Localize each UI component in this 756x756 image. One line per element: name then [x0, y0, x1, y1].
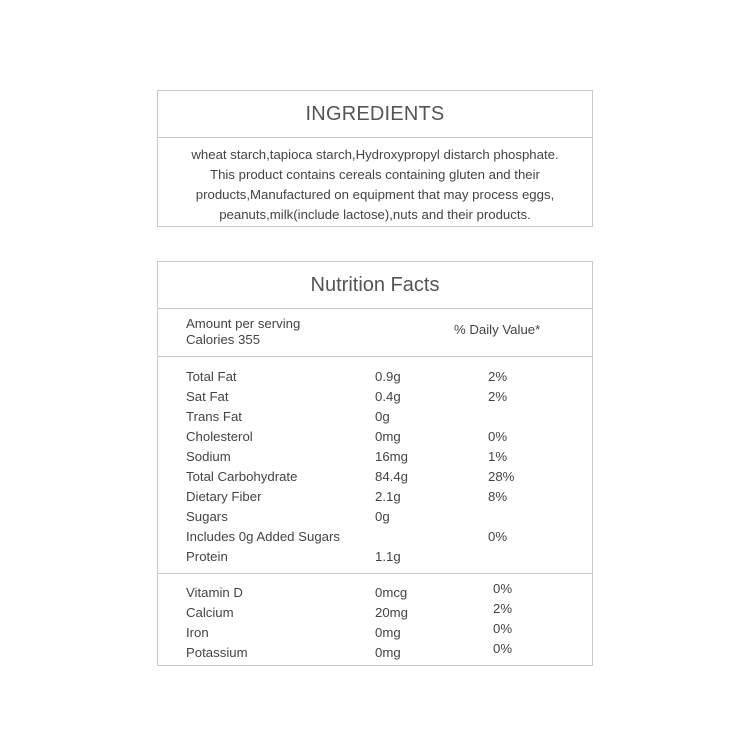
ingredients-panel [157, 90, 593, 227]
vitamin-name: Vitamin D [186, 585, 243, 600]
vitamin-name: Potassium [186, 645, 248, 660]
nutrition-facts-title: Nutrition Facts [158, 262, 592, 309]
vitamin-daily-value: 0% [493, 641, 513, 656]
nutrient-amount: 1.1g [375, 549, 401, 564]
nutrient-row [158, 427, 592, 447]
nutrient-row [158, 407, 592, 427]
nutrient-name: Includes 0g Added Sugars [186, 529, 340, 544]
vitamin-amount: 0mcg [375, 585, 408, 600]
nutrient-row [158, 527, 592, 547]
nutrient-name: Total Fat [186, 369, 237, 384]
nutrient-name: Sugars [186, 509, 228, 524]
serving-left [186, 316, 300, 348]
nutrient-name: Trans Fat [186, 409, 242, 424]
nutrient-amount: 16mg [375, 449, 408, 464]
nutrient-name: Protein [186, 549, 228, 564]
nutrient-row [158, 547, 592, 567]
nutrient-daily-value: 0% [488, 529, 508, 544]
nutrients-table [158, 357, 592, 574]
vitamin-amount: 0mg [375, 645, 401, 660]
daily-value-header: % Daily Value* [454, 322, 541, 337]
amount-per-serving-label: Amount per serving [186, 316, 301, 331]
nutrient-amount: 0g [375, 509, 390, 524]
nutrient-daily-value: 28% [488, 469, 515, 484]
nutrient-daily-value: 2% [488, 369, 508, 384]
nutrient-row [158, 447, 592, 467]
ingredients-line: wheat starch,tapioca starch,Hydroxypropyl distarch phosphate. [191, 147, 559, 162]
nutrient-name: Total Carbohydrate [186, 469, 298, 484]
nutrient-row [158, 507, 592, 527]
vitamin-row [158, 583, 592, 603]
vitamin-daily-value: 0% [493, 621, 513, 636]
ingredients-line: products,Manufactured on equipment that may process eggs, [195, 187, 555, 202]
nutrient-amount: 0.4g [375, 389, 401, 404]
vitamin-row [158, 623, 592, 643]
nutrient-name: Sat Fat [186, 389, 229, 404]
nutrient-amount: 0.9g [375, 369, 401, 384]
vitamin-daily-value: 0% [493, 581, 513, 596]
nutrition-facts-panel [157, 261, 593, 666]
vitamins-minerals-table [158, 574, 592, 667]
vitamin-name: Iron [186, 625, 209, 640]
serving-info [158, 309, 592, 357]
nutrient-row [158, 467, 592, 487]
nutrient-amount: 0g [375, 409, 390, 424]
nutrient-row [158, 387, 592, 407]
vitamin-name: Calcium [186, 605, 234, 620]
nutrient-amount: 84.4g [375, 469, 409, 484]
nutrient-name: Dietary Fiber [186, 489, 262, 504]
nutrient-amount: 2.1g [375, 489, 401, 504]
nutrient-name: Cholesterol [186, 429, 253, 444]
nutrient-daily-value: 2% [488, 389, 508, 404]
ingredients-line: This product contains cereals containing gluten and their [210, 167, 540, 182]
vitamin-row [158, 603, 592, 623]
vitamin-daily-value: 2% [493, 601, 513, 616]
nutrient-daily-value: 8% [488, 489, 508, 504]
vitamin-row [158, 643, 592, 663]
ingredients-title: INGREDIENTS [158, 91, 592, 138]
vitamin-amount: 20mg [375, 605, 408, 620]
ingredients-text [158, 138, 592, 225]
nutrient-daily-value: 0% [488, 429, 508, 444]
nutrient-name: Sodium [186, 449, 231, 464]
nutrient-row [158, 487, 592, 507]
nutrient-daily-value: 1% [488, 449, 508, 464]
nutrient-amount: 0mg [375, 429, 401, 444]
vitamin-amount: 0mg [375, 625, 401, 640]
calories-label: Calories 355 [186, 332, 261, 347]
nutrient-row [158, 367, 592, 387]
ingredients-line: peanuts,milk(include lactose),nuts and their products. [219, 207, 531, 222]
